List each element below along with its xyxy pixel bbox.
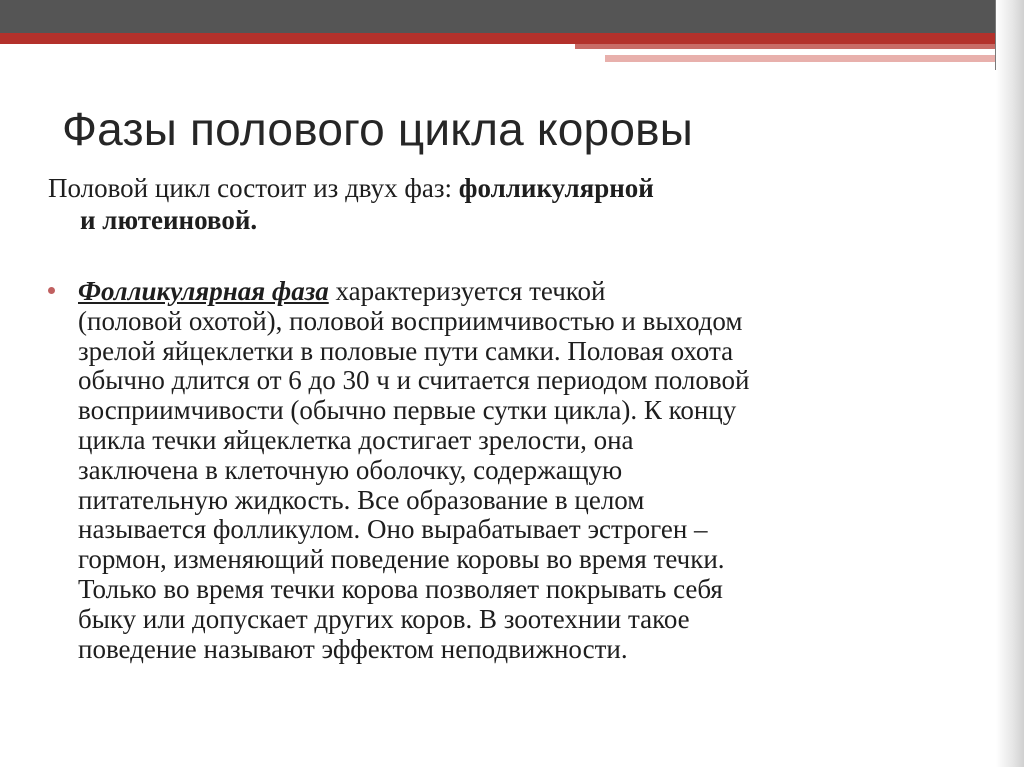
bullet-paragraph [48,277,958,664]
intro-bold-term-2: и лютеиновой. [80,205,258,235]
bullet-term: Фолликулярная фаза [78,276,329,306]
bullet-line: Только во время течки корова позволяет покрывать себя [78,573,723,604]
header-red-bar [0,33,1000,44]
header-red-accent-bar [575,44,1000,49]
intro-bold-term-1: фолликулярной [458,173,654,203]
bullet-dot-icon [48,287,55,294]
slide-title: Фазы полового цикла коровы [62,103,694,155]
intro-paragraph [48,172,968,236]
bullet-line: восприимчивости (обычно первые сутки цикла). К концу [78,395,737,426]
bullet-line: обычно длится от 6 до 30 ч и считается периодом половой [78,365,750,396]
bullet-line: заключена в клеточную оболочку, содержащую [78,454,623,485]
bullet-line: Фолликулярная фаза характеризуется течкой [78,276,606,306]
header-pink-accent-bar [605,55,1000,62]
bullet-line: (половой охотой), половой восприимчивостью и выходом [78,305,743,336]
bullet-item [48,277,958,664]
bullet-line: поведение называют эффектом неподвижности. [78,633,628,664]
bullet-line: зрелой яйцеклетки в половые пути самки. Половая охота [78,335,734,366]
right-edge-shadow [996,0,1024,767]
bullet-line: быку или допускает других коров. В зоотехнии такое [78,603,690,634]
header-gray-bar [0,0,1000,33]
bullet-line: гормон, изменяющий поведение коровы во время течки. [78,544,725,575]
bullet-line: называется фолликулом. Оно вырабатывает эстроген – [78,514,708,545]
bullet-line: питательную жидкость. Все образование в целом [78,484,645,515]
intro-text: Половой цикл состоит из двух фаз: [48,173,459,203]
bullet-line: цикла течки яйцеклетка достигает зрелости, она [78,424,634,455]
